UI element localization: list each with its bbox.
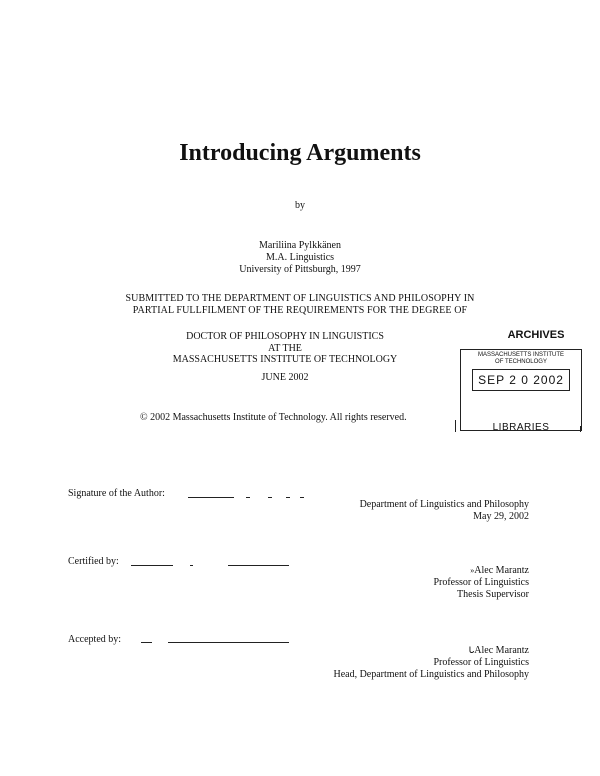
- archives-stamp-label: ARCHIVES: [507, 329, 565, 341]
- author-name: Mariliina Pylkkänen: [259, 240, 341, 251]
- by-label: by: [295, 200, 305, 211]
- certified-label: Certified by:: [68, 556, 119, 567]
- stamp-date: SEP 2 0 2002: [472, 369, 570, 391]
- signature-line-dot: [286, 497, 290, 498]
- signature-line-dot: [246, 497, 250, 498]
- degree-line-2: AT THE: [268, 342, 302, 354]
- certified-line: [228, 565, 289, 566]
- copyright-notice: © 2002 Massachusetts Institute of Technology. All rights reserved.: [140, 412, 407, 423]
- author-degree: M.A. Linguistics: [265, 252, 335, 263]
- signature-line-dot: [268, 497, 272, 498]
- thesis-title: Introducing Arguments: [179, 140, 421, 166]
- accepted-line: [141, 642, 152, 643]
- stamp-edge-mark: [455, 420, 462, 432]
- degree-block: [130, 331, 440, 383]
- stamp-institute: [461, 350, 581, 365]
- accepted-label: Accepted by:: [68, 634, 122, 645]
- signature-label: Signature of the Author:: [68, 488, 165, 499]
- stamp-institute-line-1: MASSACHUSETTS INSTITUTE: [477, 352, 564, 358]
- accepted-name: ᒐAlec Marantz: [468, 645, 529, 656]
- degree-line-3: MASSACHUSETTS INSTITUTE OF TECHNOLOGY: [172, 354, 398, 365]
- signature-date: May 29, 2002: [473, 511, 529, 522]
- accepted-block: [333, 644, 529, 681]
- certified-line-dot: [190, 565, 193, 566]
- signature-block: [360, 499, 529, 523]
- author-university: University of Pittsburgh, 1997: [239, 264, 361, 275]
- library-stamp: [460, 349, 582, 431]
- accepted-role-2: Head, Department of Linguistics and Philosophy: [333, 669, 529, 680]
- degree-date: JUNE 2002: [261, 371, 309, 383]
- signature-department: Department of Linguistics and Philosophy: [359, 499, 529, 510]
- submission-line-1: SUBMITTED TO THE DEPARTMENT OF LINGUISTICS AND PHILOSOPHY IN: [125, 293, 475, 304]
- submission-statement: [0, 293, 600, 317]
- stamp-institute-line-2: OF TECHNOLOGY: [495, 358, 547, 365]
- certified-name-text: Alec Marantz: [474, 565, 529, 576]
- accepted-name-text: Alec Marantz: [474, 645, 529, 656]
- signature-line-dot: [300, 497, 304, 498]
- submission-line-2: PARTIAL FULLFILMENT OF THE REQUIREMENTS FOR THE DEGREE OF: [132, 305, 468, 316]
- certified-role-2: Thesis Supervisor: [457, 589, 529, 600]
- accepted-line: [168, 642, 289, 643]
- accepted-role-1: Professor of Linguistics: [433, 657, 529, 668]
- certified-block: [433, 565, 529, 601]
- certified-role-1: Professor of Linguistics: [433, 577, 529, 588]
- certified-name: »Alec Marantz: [470, 565, 529, 576]
- degree-line-1: DOCTOR OF PHILOSOPHY IN LINGUISTICS: [186, 331, 384, 342]
- signature-line: [188, 497, 234, 498]
- certified-line: [131, 565, 173, 566]
- stamp-edge-mark-right: [580, 426, 583, 432]
- author-block: [0, 240, 600, 276]
- stamp-libraries: LIBRARIES: [492, 422, 550, 433]
